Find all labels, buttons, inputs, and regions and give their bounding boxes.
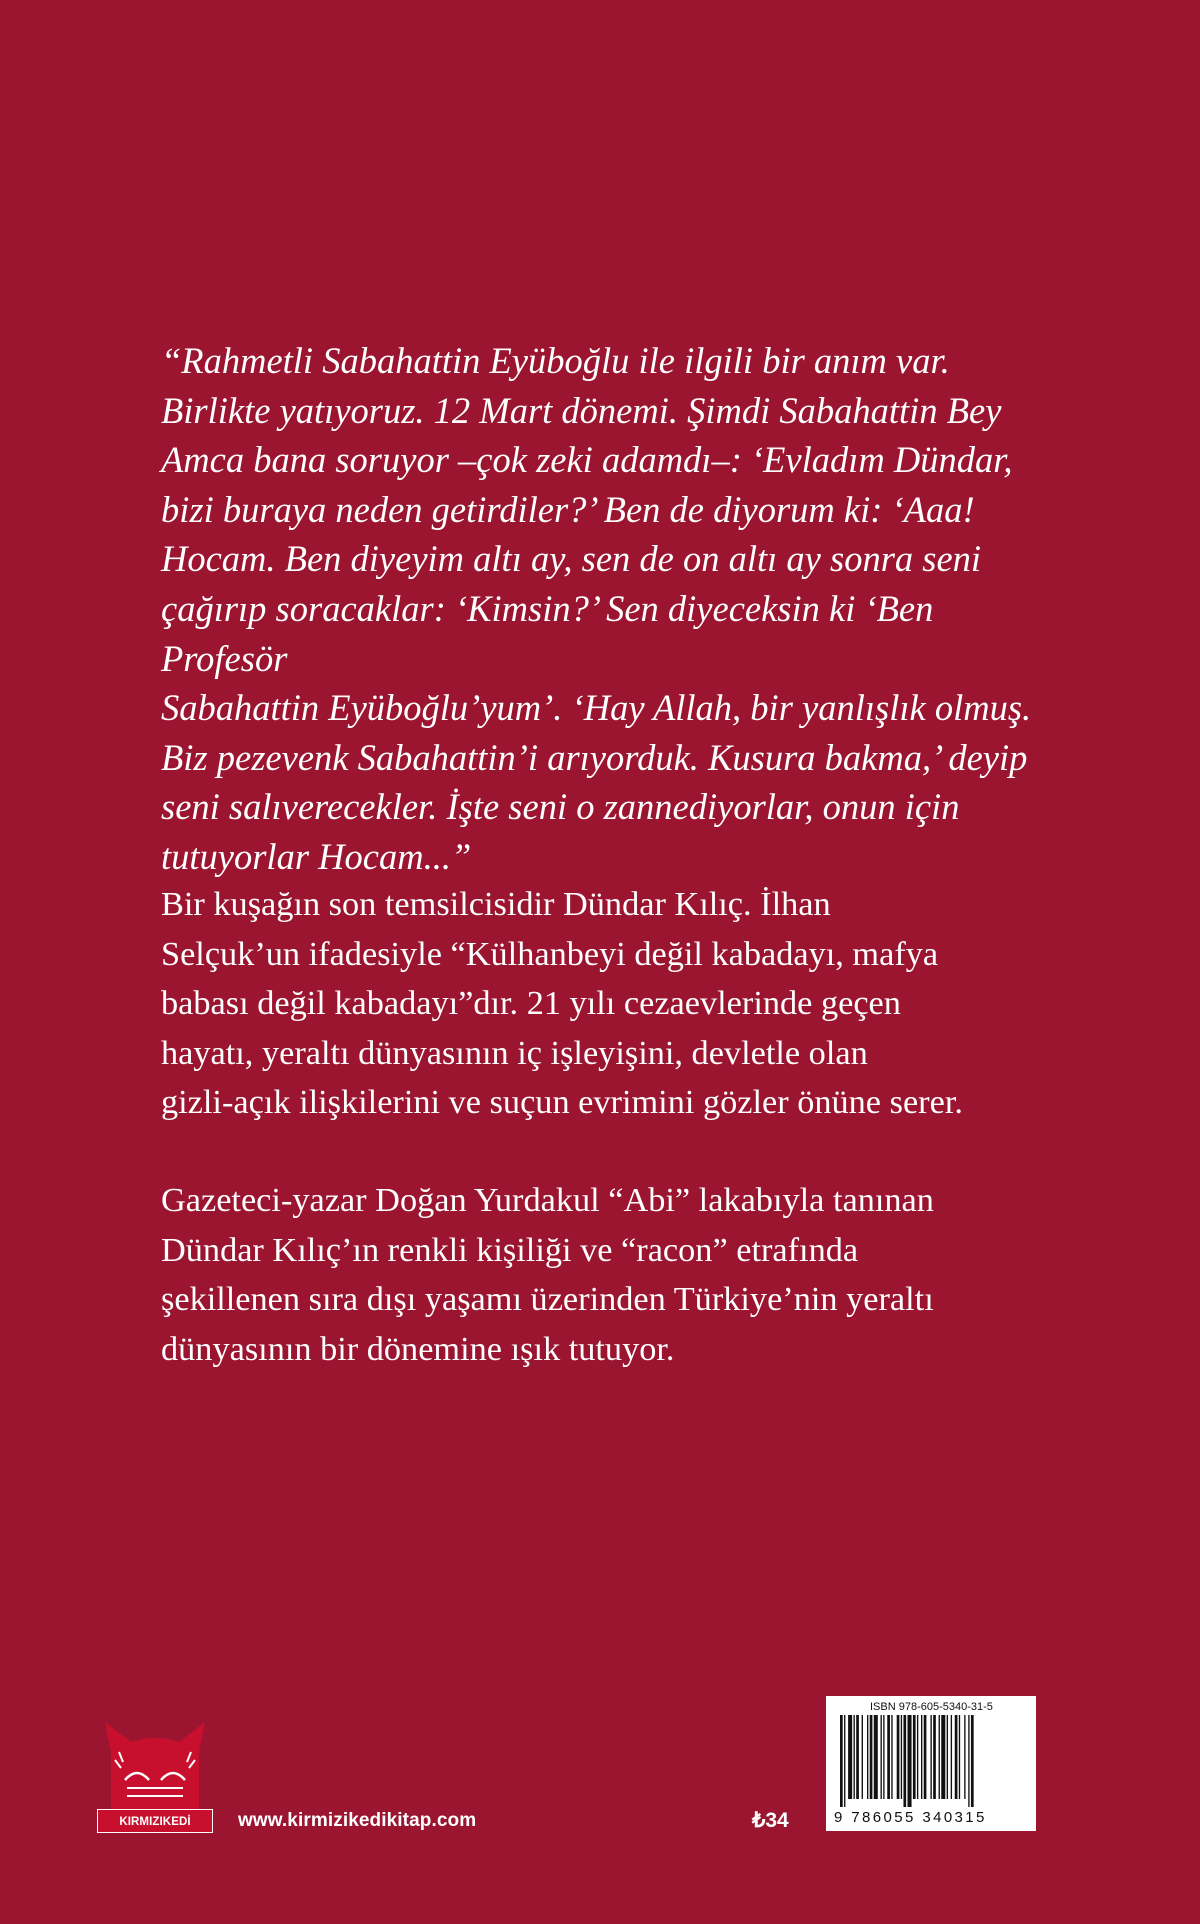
barcode-bar	[870, 1715, 873, 1799]
barcode-bar	[924, 1715, 927, 1799]
barcode-bar	[951, 1715, 952, 1799]
barcode-bar	[883, 1715, 884, 1799]
barcode-bar	[964, 1715, 965, 1799]
barcode-bar	[939, 1715, 940, 1799]
barcode-bar	[930, 1715, 931, 1799]
barcode-bar	[913, 1715, 916, 1799]
barcode-bar	[856, 1715, 859, 1799]
barcode-bar	[891, 1715, 892, 1799]
barcode-bar	[933, 1715, 936, 1799]
barcode-bar	[968, 1715, 969, 1807]
barcode-bar	[971, 1715, 974, 1807]
price-label: ₺34	[752, 1809, 789, 1832]
barcode-bar	[941, 1715, 945, 1799]
barcode-bar	[901, 1715, 902, 1799]
description-paragraph-1: Bir kuşağın son temsilcisidir Dündar Kılıç. İlhan Selçuk’un ifadesiyle “Külhanbeyi değil kabadayı, mafya babası değil kabadayı”dır. 21 yılı cezaevlerinde geçen hayatı, yeraltı dünyasının iç işleyişini, devletle olan gizli-açık ilişkilerini ve suçun evrimini gözler önüne serer.	[161, 885, 963, 1122]
barcode-bar	[955, 1715, 958, 1799]
barcode-bars-icon	[836, 1715, 1026, 1807]
barcode-bar	[917, 1715, 918, 1799]
barcode-bar	[840, 1715, 843, 1807]
isbn-label: ISBN 978-605-5340-31-5	[870, 1701, 993, 1713]
barcode-bar	[848, 1715, 852, 1799]
barcode-bar	[881, 1715, 882, 1799]
publisher-logo-text: KIRMIZIKEDİ	[97, 1809, 213, 1833]
publisher-website: www.kirmizikedikitap.com	[238, 1810, 477, 1831]
barcode-bar	[947, 1715, 948, 1799]
barcode-bar	[867, 1715, 868, 1799]
description-paragraph-2: Gazeteci-yazar Doğan Yurdakul “Abi” lakabıyla tanınan Dündar Kılıç’ın renkli kişiliği ve “racon” etrafında şekillenen sıra dışı yaşamı üzerinden Türkiye’nin yeraltı dünyasının bir dönemine ışık tutuyor.	[161, 1181, 934, 1368]
barcode-bar	[862, 1715, 863, 1799]
barcode-bar	[854, 1715, 855, 1799]
barcode-bar	[844, 1715, 845, 1807]
barcode-bar	[908, 1715, 912, 1807]
isbn-barcode	[826, 1696, 1036, 1831]
barcode-bar	[897, 1715, 900, 1799]
barcode-bar	[921, 1715, 922, 1799]
quote-text: “Rahmetli Sabahattin Eyüboğlu ile ilgili bir anım var. Birlikte yatıyoruz. 12 Mart dönemi. Şimdi Sabahattin Bey Amca bana soruyor –çok zeki adamdı–: ‘Evladım Dündar, bizi buraya neden getirdiler?’ Ben de diyorum ki: ‘Aaa! Hocam. Ben diyeyim altı ay, sen de on altı ay sonra seni çağırıp soracaklar: ‘Kimsin?’ Sen diyeceksin ki ‘Ben Profesör Sabahattin Eyüboğlu’yum’. ‘Hay Allah, bir yanlışlık olmuş. Biz pezevenk Sabahattin’i arıyorduk. Kusura bakma,’ deyip seni salıverecekler. İşte seni o zannediyorlar, onun için tutuyorlar Hocam...”	[161, 340, 1032, 877]
barcode-bar	[887, 1715, 890, 1799]
barcode-bar	[874, 1715, 878, 1799]
barcode-bar	[903, 1715, 906, 1807]
barcode-digits: 9 786055 340315	[834, 1809, 987, 1826]
barcode-bar	[959, 1715, 960, 1799]
publisher-logo	[97, 1722, 213, 1837]
